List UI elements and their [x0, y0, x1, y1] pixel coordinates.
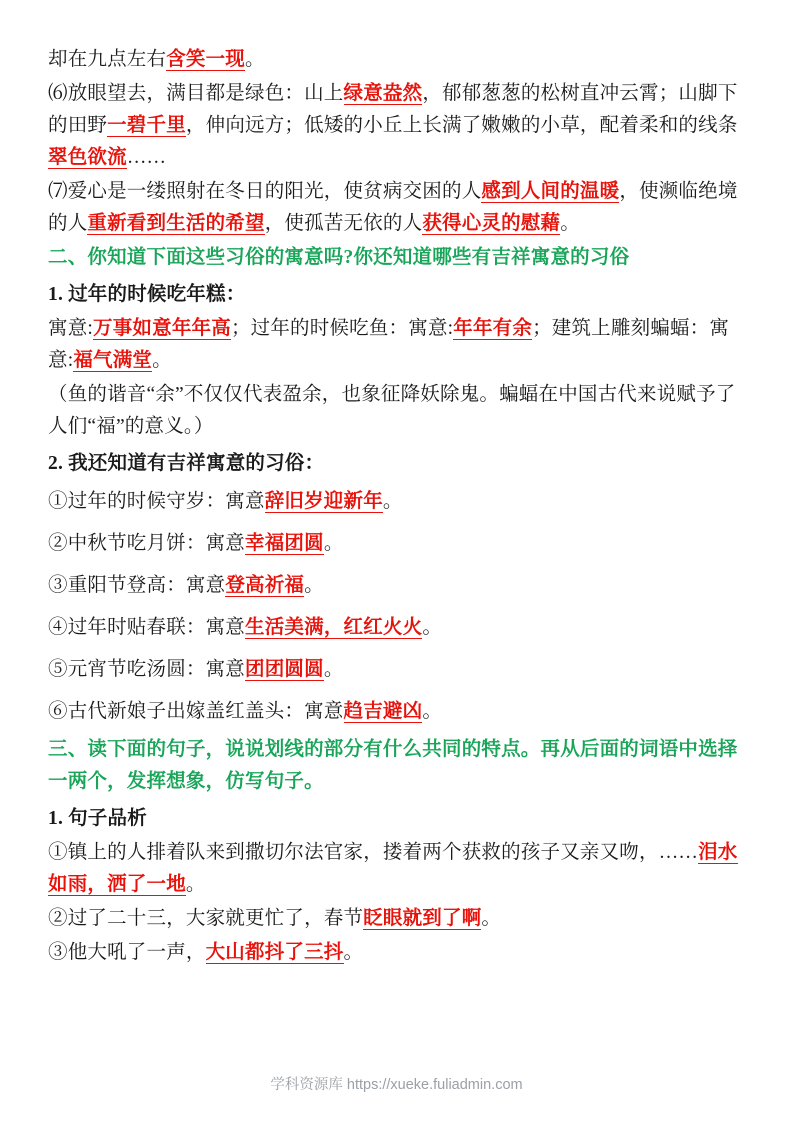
subsection-heading — [48, 447, 745, 480]
body-text: ，使孤苦无依的人 — [264, 213, 423, 234]
text-paragraph — [48, 176, 745, 240]
answer-text: 辞旧岁迎新年 — [264, 491, 383, 512]
answer-text: 团团圆圆 — [245, 659, 324, 680]
answer-text: 翠色欲流 — [48, 147, 127, 168]
text-paragraph — [48, 524, 745, 564]
body-text: …… — [126, 147, 167, 168]
text-paragraph — [48, 692, 745, 732]
answer-text: 大山都抖了三抖 — [205, 942, 344, 963]
page-footer-watermark: 学科资源库 https://xueke.fuliadmin.com — [270, 1077, 523, 1093]
body-text: ③他大吼了一声， — [48, 942, 206, 963]
answer-text: 含笑一现 — [166, 49, 246, 70]
answer-text: 泪水如雨，洒了一地 — [48, 842, 738, 895]
answer-text: 趋吉避凶 — [343, 701, 423, 722]
answer-text: 获得心灵的慰藉 — [422, 213, 561, 234]
text-paragraph — [48, 608, 745, 648]
body-text: （鱼的谐音“余”不仅仅代表盈余，也象征降妖除鬼。蝙蝠在中国古代来说赋予了人们“福”的意义。） — [48, 384, 736, 437]
text-paragraph — [48, 937, 745, 969]
body-text: 。 — [560, 213, 580, 234]
body-text: 2. 我还知道有吉祥寓意的习俗： — [48, 453, 325, 474]
body-text: 。 — [323, 659, 344, 680]
body-text: 。 — [185, 874, 206, 895]
body-text: 1. 过年的时候吃年糕： — [48, 284, 246, 305]
body-text: ⑤元宵节吃汤圆：寓意 — [48, 659, 246, 680]
text-paragraph — [48, 650, 745, 690]
text-paragraph — [48, 313, 745, 377]
body-text: 。 — [245, 49, 265, 70]
body-text: ，使濒临绝境的人 — [48, 181, 738, 234]
body-text: 。 — [323, 533, 344, 554]
answer-text: 幸福团圆 — [245, 533, 324, 554]
subsection-heading — [48, 802, 745, 835]
text-paragraph — [48, 837, 745, 901]
body-text: ；过年的时候吃鱼：寓意: — [230, 318, 454, 339]
body-text: ；建筑上雕刻蝙蝠：寓意: — [48, 318, 730, 371]
text-paragraph — [48, 44, 745, 76]
answer-text: 生活美满，红红火火 — [245, 617, 423, 638]
body-text: 。 — [422, 617, 443, 638]
answer-text: 重新看到生活的希望 — [87, 213, 265, 234]
body-text: 1. 句子品析 — [48, 808, 147, 829]
text-paragraph — [48, 379, 745, 443]
body-text: ⑥古代新娘子出嫁盖红盖头：寓意 — [48, 701, 344, 722]
document-content — [48, 44, 745, 969]
body-text: 。 — [152, 350, 172, 371]
answer-text: 绿意盎然 — [343, 83, 423, 104]
body-text: ②过了二十三，大家就更忙了，春节 — [48, 908, 364, 929]
heading-text: 三、读下面的句子，说说划线的部分有什么共同的特点。再从后面的词语中选择一两个，发挥想象，仿写句子。 — [48, 739, 738, 792]
subsection-heading — [48, 278, 745, 311]
body-text: 却在九点左右 — [48, 49, 167, 70]
section-heading — [48, 242, 745, 274]
text-paragraph — [48, 566, 745, 606]
body-text: ⑺爱心是一缕照射在冬日的阳光，使贫病交困的人 — [48, 181, 482, 202]
text-paragraph — [48, 482, 745, 522]
answer-text: 万事如意年年高 — [93, 318, 231, 339]
section-heading — [48, 734, 745, 798]
text-paragraph — [48, 903, 745, 935]
body-text: ，伸向远方；低矮的小丘上长满了嫩嫩的小草，配着柔和的线条 — [185, 115, 738, 136]
body-text: 。 — [304, 575, 324, 596]
body-text: 。 — [343, 942, 364, 963]
answer-text: 感到人间的温暖 — [481, 181, 620, 202]
body-text: ①过年的时候守岁：寓意 — [48, 491, 265, 512]
answer-text: 福气满堂 — [73, 350, 153, 371]
body-text: 。 — [422, 701, 443, 722]
answer-text: 年年有余 — [453, 318, 533, 339]
answer-text: 登高祈福 — [225, 575, 305, 596]
answer-text: 一碧千里 — [107, 115, 186, 136]
answer-text: 眨眼就到了啊 — [363, 908, 482, 929]
body-text: 。 — [481, 908, 502, 929]
body-text: ，郁郁葱葱的松树直冲云霄；山脚下的田野 — [48, 83, 738, 136]
body-text: ②中秋节吃月饼：寓意 — [48, 533, 246, 554]
text-paragraph — [48, 78, 745, 174]
body-text: ①镇上的人排着队来到撒切尔法官家，搂着两个获救的孩子又亲又吻，…… — [48, 842, 699, 863]
heading-text: 二、你知道下面这些习俗的寓意吗?你还知道哪些有吉祥寓意的习俗 — [48, 247, 630, 268]
body-text: ⑹放眼望去，满目都是绿色：山上 — [48, 83, 344, 104]
body-text: 。 — [382, 491, 403, 512]
body-text: ④过年时贴春联：寓意 — [48, 617, 246, 638]
body-text: 寓意: — [48, 318, 94, 339]
body-text: ③重阳节登高：寓意 — [48, 575, 226, 596]
